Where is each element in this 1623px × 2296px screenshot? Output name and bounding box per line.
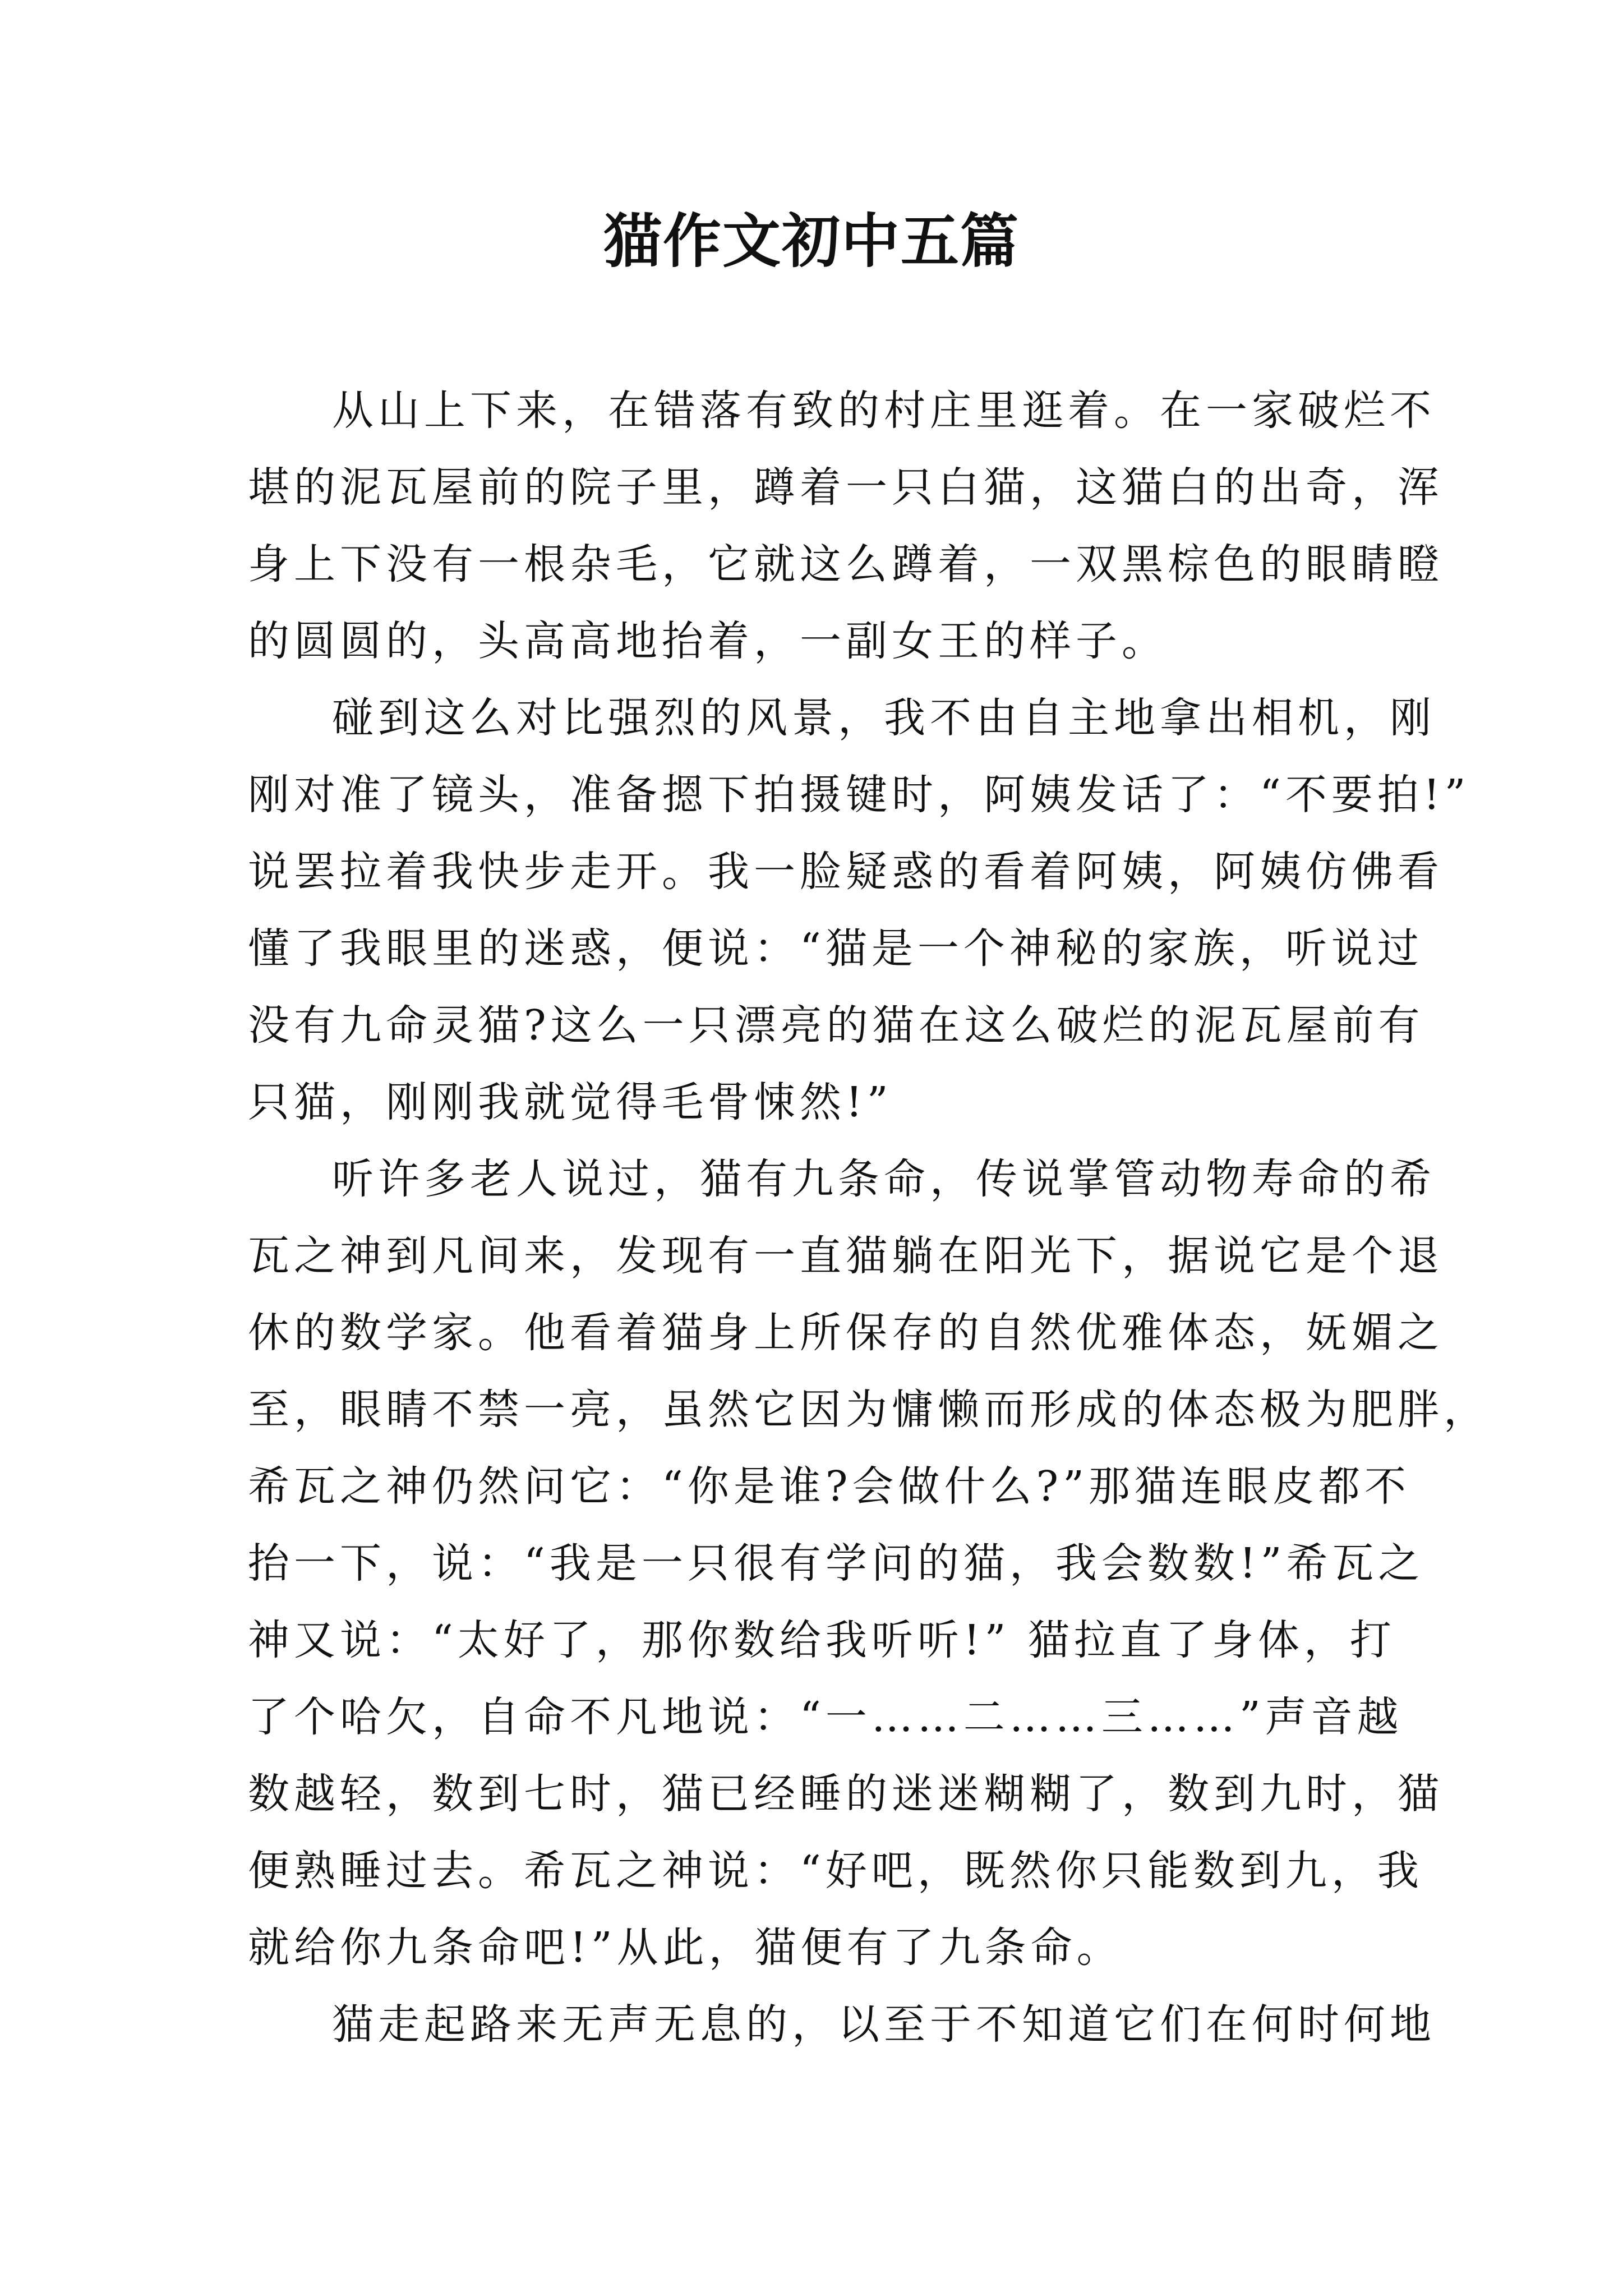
body-line: 希瓦之神仍然问它：“你是谁?会做什么?”那猫连眼皮都不	[248, 1462, 1411, 1511]
body-line: 说罢拉着我快步走开。我一脸疑惑的看着阿姨，阿姨仿佛看	[248, 848, 1444, 896]
body-line: 从山上下来，在错落有致的村庄里逛着。在一家破烂不	[332, 386, 1436, 435]
body-line: 没有九命灵猫?这么一只漂亮的猫在这么破烂的泥瓦屋前有	[248, 1001, 1424, 1050]
body-line: 听许多老人说过，猫有九条命，传说掌管动物寿命的希	[332, 1155, 1436, 1203]
body-line: 瓦之神到凡间来，发现有一直猫躺在阳光下，据说它是个退	[248, 1232, 1444, 1280]
body-line: 懂了我眼里的迷惑，便说：“猫是一个神秘的家族，听说过	[248, 924, 1423, 973]
body-line: 休的数学家。他看着猫身上所保存的自然优雅体态，妩媚之	[248, 1309, 1444, 1357]
body-line: 神又说：“太好了，那你数给我听听!” 猫拉直了身体，打	[248, 1616, 1396, 1664]
body-line: 猫走起路来无声无息的，以至于不知道它们在何时何地	[332, 2000, 1436, 2049]
body-line: 的圆圆的，头高高地抬着，一副女王的样子。	[248, 617, 1168, 665]
body-line: 只猫，刚刚我就觉得毛骨悚然!”	[248, 1078, 893, 1126]
body-line: 堪的泥瓦屋前的院子里，蹲着一只白猫，这猫白的出奇，浑	[248, 463, 1444, 512]
body-line: 了个哈欠，自命不凡地说：“一……二……三……”声音越	[248, 1693, 1403, 1741]
body-line: 至，眼睛不禁一亮，虽然它因为慵懒而形成的体态极为肥胖，	[248, 1386, 1490, 1434]
body-line: 抬一下，说：“我是一只很有学问的猫，我会数数!”希瓦之	[248, 1539, 1424, 1588]
body-line: 身上下没有一根杂毛，它就这么蹲着，一双黑棕色的眼睛瞪	[248, 540, 1444, 588]
body-line: 数越轻，数到七时，猫已经睡的迷迷糊糊了，数到九时，猫	[248, 1770, 1444, 1818]
document-title: 猫作文初中五篇	[603, 207, 1020, 275]
body-line: 碰到这么对比强烈的风景，我不由自主地拿出相机，刚	[332, 694, 1436, 742]
body-line: 便熟睡过去。希瓦之神说：“好吧，既然你只能数到九，我	[248, 1847, 1423, 1895]
body-line: 就给你九条命吧!”从此，猫便有了九条命。	[248, 1924, 1123, 1972]
body-line: 刚对准了镜头，准备摁下拍摄键时，阿姨发话了：“不要拍!”	[248, 771, 1470, 819]
